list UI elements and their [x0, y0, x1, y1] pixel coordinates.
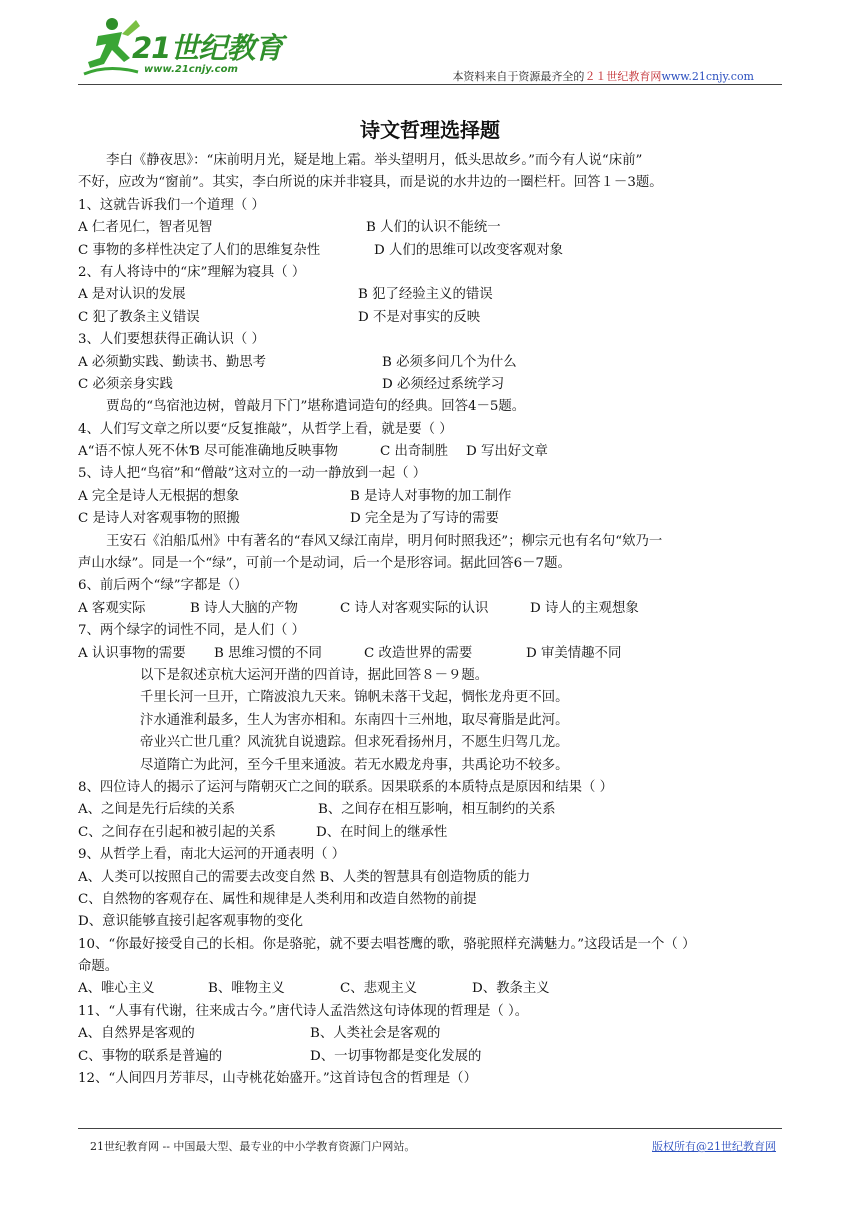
- text-line: 声山水绿”。同是一个“绿”，可前一个是动词，后一个是形容词。据此回答6－7题。: [78, 556, 571, 572]
- options-line: [78, 284, 782, 306]
- text-line: 10、“你最好接受自己的长相。你是骆驼，就不要去唱苍鹰的歌，骆驼照样充满魅力。”这段话是一个（ ）: [78, 936, 696, 952]
- text-line: 王安石《泊船瓜州》中有著名的“春风又绿江南岸，明月何时照我还”；柳宗元也有名句“欸乃一: [106, 533, 663, 549]
- header-divider: [78, 84, 782, 85]
- poem-line: 汴水通淮利最多，生人为害亦相和。东南四十三州地，取尽膏脂是此河。: [140, 712, 569, 728]
- text-line: 11、“人事有代谢，往来成古今。”唐代诗人孟浩然这句诗体现的哲理是（ ）。: [78, 1003, 529, 1019]
- text-line: 4、人们写文章之所以要“反复推敲”，从哲学上看，就是要（ ）: [78, 421, 453, 437]
- answer-option: A 完全是诗人无根据的想象: [78, 488, 240, 504]
- header-note-prefix: 本资料来自于资源最齐全的: [452, 70, 585, 83]
- text-line: 贾岛的“鸟宿池边树，曾敲月下门”堪称遣词造句的经典。回答4－5题。: [106, 399, 526, 415]
- answer-option: C 犯了教条主义错误: [78, 309, 200, 325]
- poem-line: 帝业兴亡世几重？风流犹自说遗踪。但求死看扬州月，不愿生归驾几龙。: [140, 735, 569, 751]
- answer-option: B、人类社会是客观的: [310, 1026, 441, 1042]
- answer-option: B 是诗人对事物的加工制作: [350, 488, 512, 504]
- text-line: 8、四位诗人的揭示了运河与隋朝灭亡之间的联系。因果联系的本质特点是原因和结果（ ）: [78, 779, 614, 795]
- options-line: [78, 352, 782, 374]
- options-line: [78, 1023, 782, 1045]
- text-line: 7、两个绿字的词性不同，是人们（ ）: [78, 623, 306, 639]
- page-header: [78, 14, 782, 86]
- header-note: [452, 68, 754, 84]
- options-line: [78, 217, 782, 239]
- logo-text: 21世纪教育: [132, 31, 283, 65]
- options-line: [78, 978, 782, 1000]
- answer-option: C 事物的多样性决定了人们的思维复杂性: [78, 242, 321, 258]
- text-line: 李白《静夜思》：“床前明月光，疑是地上霜。举头望明月，低头思故乡。”而今有人说“床前”: [106, 153, 643, 168]
- answer-option: D 人们的思维可以改变客观对象: [374, 242, 564, 258]
- site-logo: [78, 14, 288, 82]
- text-line: A、人类可以按照自己的需要去改变自然 B、人类的智慧具有创造物质的能力: [78, 869, 531, 885]
- options-line: [78, 799, 782, 821]
- footer-text: 21世纪教育网 -- 中国最大型、最专业的中小学教育资源门户网站。: [90, 1140, 416, 1153]
- answer-option: C、悲观主义: [340, 981, 418, 997]
- text-line: D、意识能够直接引起客观事物的变化: [78, 914, 303, 930]
- answer-option: B 犯了经验主义的错误: [358, 287, 493, 303]
- answer-option: C、事物的联系是普遍的: [78, 1048, 223, 1064]
- answer-option: C 诗人对客观实际的认识: [340, 600, 489, 616]
- options-line: [78, 508, 782, 530]
- answer-option: C 是诗人对客观事物的照搬: [78, 511, 240, 527]
- answer-option: B 人们的认识不能统一: [366, 220, 501, 236]
- answer-option: B 必须多问几个为什么: [382, 354, 517, 370]
- options-line: [78, 374, 782, 396]
- question-content: [78, 150, 782, 1090]
- options-line: [78, 1046, 782, 1068]
- answer-option: B 尽可能准确地反映事物: [190, 444, 339, 460]
- answer-option: D 审美情趣不同: [526, 645, 622, 661]
- text-line: 命题。: [78, 959, 119, 975]
- text-line: 6、前后两个“绿”字都是（）: [78, 578, 248, 594]
- answer-option: B 思维习惯的不同: [214, 645, 322, 661]
- options-line: [78, 643, 782, 665]
- page-title: 诗文哲理选择题: [360, 118, 500, 142]
- page-footer: [78, 1128, 782, 1153]
- options-line: [78, 486, 782, 508]
- answer-option: A 认识事物的需要: [78, 645, 186, 661]
- header-note-url[interactable]: www.21cnjy.com: [661, 70, 754, 83]
- answer-option: A 是对认识的发展: [78, 287, 186, 303]
- answer-option: D 不是对事实的反映: [358, 309, 481, 325]
- text-line: C、自然物的客观存在、属性和规律是人类利用和改造自然物的前提: [78, 891, 477, 907]
- answer-option: D、在时间上的继承性: [316, 824, 448, 840]
- options-line: [78, 598, 782, 620]
- answer-option: C 改造世界的需要: [364, 645, 473, 661]
- poem-line: 以下是叙述京杭大运河开凿的四首诗，据此回答８－９题。: [140, 667, 489, 683]
- answer-option: A、自然界是客观的: [78, 1026, 195, 1042]
- text-line: 5、诗人把“鸟宿”和“僧敲”这对立的一动一静放到一起（ ）: [78, 466, 427, 482]
- answer-option: D、一切事物都是变化发展的: [310, 1048, 482, 1064]
- answer-option: A 仁者见仁，智者见智: [78, 220, 213, 236]
- options-line: [78, 307, 782, 329]
- answer-option: A 必须勤实践、勤读书、勤思考: [78, 354, 267, 370]
- answer-option: D 必须经过系统学习: [382, 376, 505, 392]
- logo-url: www.21cnjy.com: [144, 64, 238, 75]
- answer-option: D 诗人的主观想象: [530, 600, 639, 616]
- options-line: [78, 240, 782, 262]
- answer-option: C 必须亲身实践: [78, 376, 173, 392]
- answer-option: D、教条主义: [472, 981, 550, 997]
- options-line: [78, 441, 782, 463]
- poem-line: 千里长河一旦开，亡隋波浪九天来。锦帆未落干戈起，惆怅龙舟更不回。: [140, 690, 569, 706]
- text-line: 1、这就告诉我们一个道理（ ）: [78, 197, 265, 213]
- answer-option: A、之间是先行后续的关系: [78, 802, 235, 818]
- text-line: 12、“人间四月芳菲尽，山寺桃花始盛开。”这首诗包含的哲理是（）: [78, 1071, 477, 1087]
- answer-option: B、唯物主义: [208, 981, 285, 997]
- answer-option: D 完全是为了写诗的需要: [350, 511, 499, 527]
- answer-option: D 写出好文章: [466, 444, 548, 460]
- answer-option: A、唯心主义: [78, 981, 155, 997]
- footer-divider: [78, 1128, 782, 1129]
- footer-copyright-link[interactable]: 版权所有@21世纪教育网: [652, 1140, 776, 1153]
- answer-option: C、之间存在引起和被引起的关系: [78, 824, 276, 840]
- answer-option: B 诗人大脑的产物: [190, 600, 298, 616]
- text-line: 不好，应改为“窗前”。其实，李白所说的床并非寝具，而是说的水井边的一圈栏杆。回答１－3题。: [78, 175, 663, 191]
- text-line: 9、从哲学上看，南北大运河的开通表明（ ）: [78, 847, 346, 863]
- answer-option: C 出奇制胜: [380, 444, 449, 460]
- text-line: 2、有人将诗中的“床”理解为寝具（ ）: [78, 264, 306, 280]
- poem-line: 尽道隋亡为此河，至今千里来通波。若无水殿龙舟事，共禹论功不较多。: [140, 757, 569, 773]
- answer-option: A 客观实际: [78, 600, 146, 616]
- options-line: [78, 822, 782, 844]
- header-note-site[interactable]: ２１世纪教育网: [584, 70, 662, 83]
- answer-option: B、之间存在相互影响，相互制约的关系: [318, 802, 556, 818]
- answer-option: A“语不惊人死不休”: [78, 444, 196, 460]
- text-line: 3、人们要想获得正确认识（ ）: [78, 332, 265, 348]
